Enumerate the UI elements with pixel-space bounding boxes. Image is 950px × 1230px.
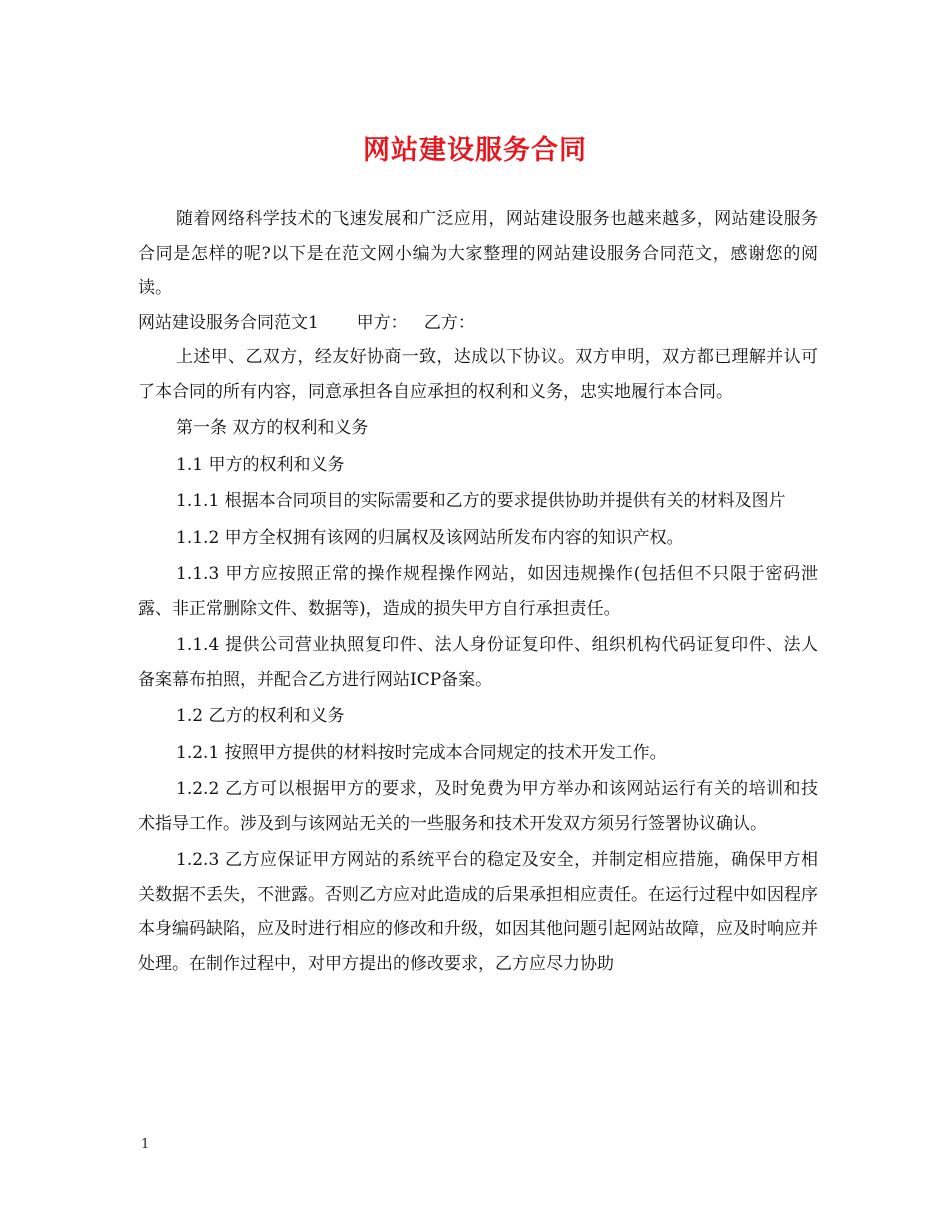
clause-1-1-1: 1.1.1 根据本合同项目的实际需要和乙方的要求提供协助并提供有关的材料及图片 bbox=[176, 491, 786, 511]
clause-1-2-1: 1.2.1 按照甲方提供的材料按时完成本合同规定的技术开发工作。 bbox=[176, 742, 667, 763]
party-b-label: 乙方： bbox=[423, 312, 475, 333]
clause-1-1-2: 1.1.2 甲方全权拥有该网的归属权及该网站所发布内容的知识产权。 bbox=[176, 527, 684, 548]
article-1-heading: 第一条 双方的权利和义务 bbox=[176, 418, 369, 438]
sample-heading: 网站建设服务合同范文1 bbox=[138, 312, 319, 333]
page-number: 1 bbox=[141, 1137, 150, 1152]
party-a-label: 甲方： bbox=[356, 312, 408, 333]
document-title: 网站建设服务合同 bbox=[363, 135, 587, 166]
document-body bbox=[138, 202, 818, 981]
clause-1-1-3: 1.1.3 甲方应按照正常的操作规程操作网站，如因违规操作(包括但不只限于密码泄露、非正常删除文件、数据等)，造成的损失甲方自行承担责任。 bbox=[138, 564, 818, 619]
agreement-paragraph: 上述甲、乙双方，经友好协商一致，达成以下协议。双方申明，双方都已理解并认可了本合同的所有内容，同意承担各自应承担的权利和义务，忠实地履行本合同。 bbox=[138, 347, 818, 402]
section-1-2-heading: 1.2 乙方的权利和义务 bbox=[176, 706, 345, 726]
sample-heading-row bbox=[138, 306, 818, 341]
clause-1-2-2: 1.2.2 乙方可以根据甲方的要求，及时免费为甲方举办和该网站运行有关的培训和技术指导工作。涉及到与该网站无关的一些服务和技术开发双方须另行签署协议确认。 bbox=[138, 779, 818, 834]
clause-1-2-3: 1.2.3 乙方应保证甲方网站的系统平台的稳定及安全，并制定相应措施，确保甲方相关数据不丢失，不泄露。否则乙方应对此造成的后果承担相应责任。在运行过程中如因程序本身编码缺陷，应及时进行相应的修改和升级，如因其他问题引起网站故障，应及时响应并处理。在制作过程中，对甲方提出的修改要求，乙方应尽力协助 bbox=[138, 850, 818, 974]
clause-1-1-4: 1.1.4 提供公司营业执照复印件、法人身份证复印件、组织机构代码证复印件、法人备案幕布拍照，并配合乙方进行网站ICP备案。 bbox=[138, 635, 818, 690]
section-1-1-heading: 1.1 甲方的权利和义务 bbox=[176, 454, 345, 475]
intro-paragraph: 随着网络科学技术的飞速发展和广泛应用，网站建设服务也越来越多，网站建设服务合同是怎样的呢?以下是在范文网小编为大家整理的网站建设服务合同范文，感谢您的阅读。 bbox=[138, 209, 818, 298]
